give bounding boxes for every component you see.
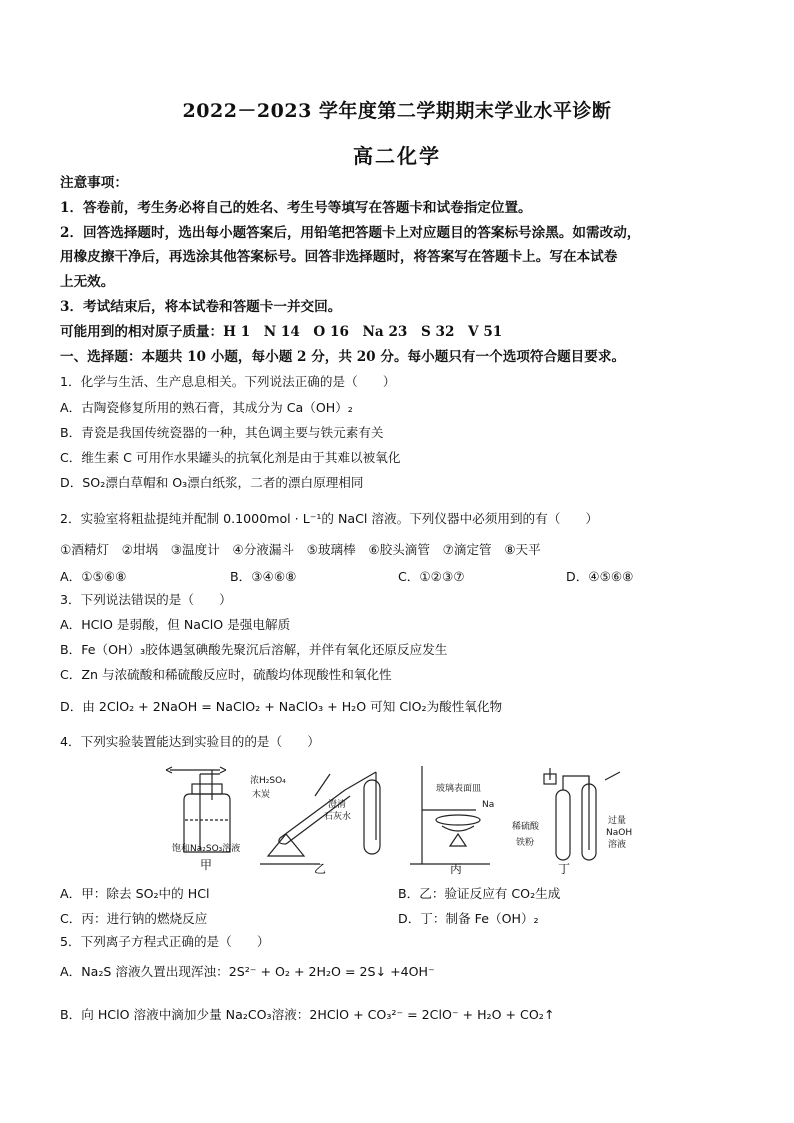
q1-option-c: C．维生素 C 可用作水果罐头的抗氧化剂是由于其难以被氧化 <box>60 450 401 465</box>
q2-items: ①酒精灯 ②坩埚 ③温度计 ④分液漏斗 ⑤玻璃棒 ⑥胶头滴管 ⑦滴定管 ⑧天平 <box>60 542 541 557</box>
q2-option-a: A．①⑤⑥⑧ <box>60 569 127 584</box>
q3-option-c: C．Zn 与浓硫酸和稀硫酸反应时，硫酸均体现酸性和氧化性 <box>60 667 392 682</box>
q4-stem: 4．下列实验装置能达到实验目的的是（ ） <box>60 734 320 749</box>
ding-naoh-label-3: 溶液 <box>608 840 627 850</box>
q5-stem: 5．下列离子方程式正确的是（ ） <box>60 934 270 949</box>
atomic-masses: 可能用到的相对原子质量：H 1 N 14 O 16 Na 23 S 32 V 51 <box>60 324 503 340</box>
q4-apparatus-figure <box>160 760 640 878</box>
bing-dish-label: 玻璃表面皿 <box>436 784 482 794</box>
q3-option-d: D．由 2ClO₂ + 2NaOH = NaClO₂ + NaClO₃ + H₂O 可知 ClO₂为酸性氧化物 <box>60 699 503 714</box>
q5-option-a: A．Na₂S 溶液久置出现浑浊：2S²⁻ + O₂ + 2H₂O = 2S↓ +4OH⁻ <box>60 964 435 979</box>
bing-na-label: Na <box>482 800 495 810</box>
yi-lime-label-1: 澄清 <box>328 800 347 810</box>
jia-label: 甲 <box>200 858 213 872</box>
bing-label: 丙 <box>450 862 463 876</box>
exam-subject: 高二化学 <box>353 144 441 168</box>
q4-option-d: D．丁：制备 Fe（OH）₂ <box>398 911 539 926</box>
ding-acid-label: 稀硫酸 <box>512 822 540 832</box>
q5-option-b: B．向 HClO 溶液中滴加少量 Na₂CO₃溶液：2HClO + CO₃²⁻ = 2ClO⁻ + H₂O + CO₂↑ <box>60 1007 555 1022</box>
q4-option-a: A．甲：除去 SO₂中的 HCl <box>60 886 210 901</box>
exam-title: 2022－2023 学年度第二学期期末学业水平诊断 <box>182 100 612 122</box>
q2-option-b: B．③④⑥⑧ <box>230 569 297 584</box>
jia-caption: 饱和Na₂SO₃溶液 <box>172 844 241 854</box>
q1-option-d: D．SO₂漂白草帽和 O₃漂白纸浆，二者的漂白原理相同 <box>60 475 364 490</box>
ding-fe-label: 铁粉 <box>516 838 535 848</box>
ding-naoh-label-1: 过量 <box>608 816 627 826</box>
yi-carbon-label: 木炭 <box>252 790 271 800</box>
q4-option-b: B．乙：验证反应有 CO₂生成 <box>398 886 561 901</box>
note-2b: 用橡皮擦干净后，再选涂其他答案标号。回答非选择题时，将答案写在答题卡上。写在本试卷 <box>60 249 618 265</box>
section-1-heading: 一、选择题：本题共 10 小题，每小题 2 分，共 20 分。每小题只有一个选项符合题目要求。 <box>60 349 626 365</box>
yi-acid-label: 浓H₂SO₄ <box>250 776 286 786</box>
q1-stem: 1．化学与生活、生产息息相关。下列说法正确的是（ ） <box>60 374 396 389</box>
ding-naoh-label-2: NaOH <box>606 828 633 838</box>
notes-heading: 注意事项： <box>60 175 128 191</box>
q2-option-d: D．④⑤⑥⑧ <box>566 569 634 584</box>
note-3: 3．考试结束后，将本试卷和答题卡一并交回。 <box>60 299 342 315</box>
q1-option-a: A．古陶瓷修复所用的熟石膏，其成分为 Ca（OH）₂ <box>60 400 353 415</box>
q3-stem: 3．下列说法错误的是（ ） <box>60 592 232 607</box>
note-2c: 上无效。 <box>60 274 115 290</box>
q3-option-a: A．HClO 是弱酸，但 NaClO 是强电解质 <box>60 617 291 632</box>
note-2a: 2．回答选择题时，选出每小题答案后，用铅笔把答题卡上对应题目的答案标号涂黑。如需改动， <box>60 225 641 241</box>
ding-label: 丁 <box>558 862 571 876</box>
yi-label: 乙 <box>314 862 327 876</box>
q3-option-b: B．Fe（OH）₃胶体遇氢碘酸先聚沉后溶解，并伴有氧化还原反应发生 <box>60 642 448 657</box>
q2-option-c: C．①②③⑦ <box>398 569 465 584</box>
q2-stem: 2．实验室将粗盐提纯并配制 0.1000mol · L⁻¹的 NaCl 溶液。下列仪器中必须用到的有（ ） <box>60 511 599 526</box>
q1-option-b: B．青瓷是我国传统瓷器的一种，其色调主要与铁元素有关 <box>60 425 384 440</box>
yi-lime-label-2: 石灰水 <box>324 812 352 822</box>
q4-option-c: C．丙：进行钠的燃烧反应 <box>60 911 208 926</box>
note-1: 1．答卷前，考生务必将自己的姓名、考生号等填写在答题卡和试卷指定位置。 <box>60 200 532 216</box>
